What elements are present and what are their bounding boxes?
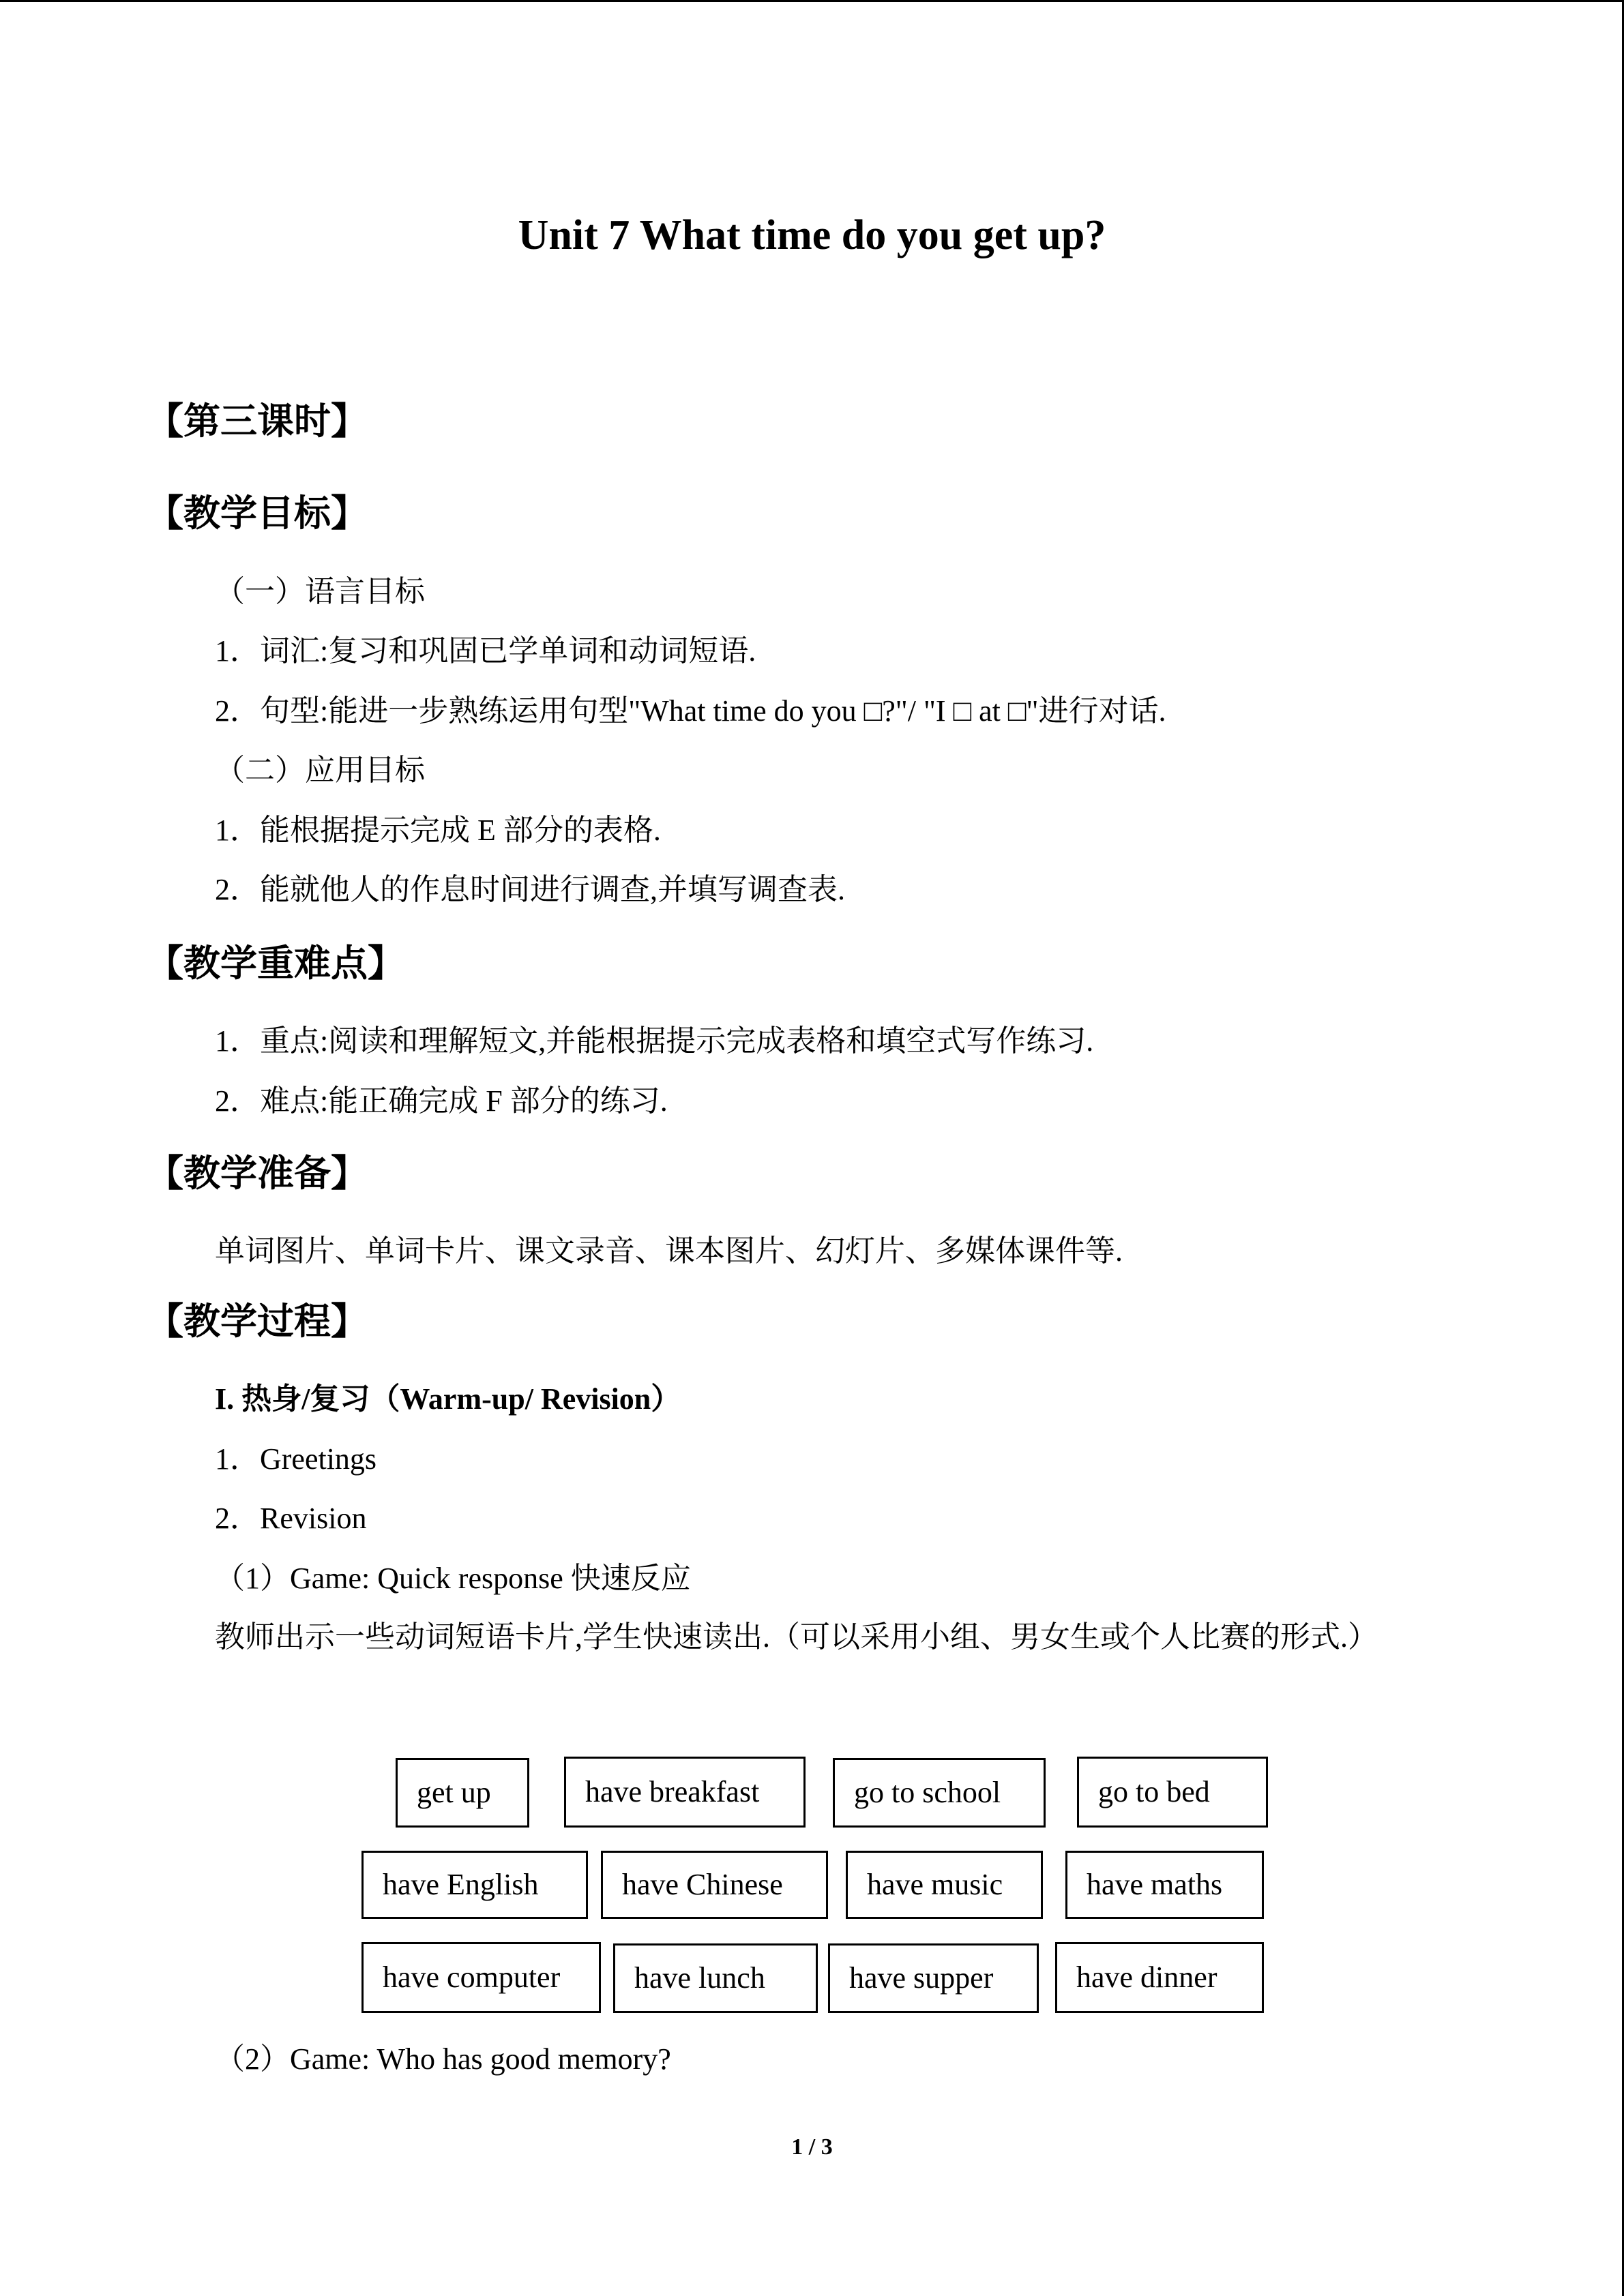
- card-have-dinner: have dinner: [1055, 1942, 1264, 2013]
- page-border-top: [0, 0, 1624, 2]
- game-quick-response-description: 教师出示一些动词短语卡片,学生快速读出.（可以采用小组、男女生或个人比赛的形式.）: [215, 1620, 1378, 1654]
- card-have-chinese: have Chinese: [601, 1851, 828, 1919]
- objective-survey: 2．能就他人的作息时间进行调查,并填写调查表.: [215, 873, 845, 906]
- card-have-lunch: have lunch: [613, 1943, 818, 2013]
- game-good-memory: （2）Game: Who has good memory?: [215, 2042, 671, 2076]
- language-goal: （一）语言目标: [215, 575, 425, 608]
- keypoint-difficulty: 2．难点:能正确完成 F 部分的练习.: [215, 1084, 668, 1118]
- objective-table: 1．能根据提示完成 E 部分的表格.: [215, 814, 661, 847]
- applied-goal: （二）应用目标: [215, 754, 425, 787]
- step-greetings: 1．Greetings: [215, 1442, 377, 1476]
- card-have-computer: have computer: [361, 1942, 601, 2013]
- card-have-supper: have supper: [828, 1943, 1039, 2013]
- card-have-breakfast: have breakfast: [564, 1757, 806, 1828]
- card-have-music: have music: [846, 1851, 1043, 1919]
- heading-lesson: 【第三课时】: [147, 400, 368, 443]
- objective-vocabulary: 1．词汇:复习和巩固已学单词和动词短语.: [215, 634, 756, 668]
- objective-sentence-pattern: 2．句型:能进一步熟练运用句型"What time do you □?"/ "I □ at □"进行对话.: [215, 694, 1166, 728]
- page-number: 1 / 3: [791, 2134, 833, 2160]
- card-have-english: have English: [361, 1851, 588, 1919]
- keypoint-focus: 1．重点:阅读和理解短文,并能根据提示完成表格和填空式写作练习.: [215, 1024, 1094, 1058]
- step-revision: 2．Revision: [215, 1502, 367, 1535]
- game-quick-response: （1）Game: Quick response 快速反应: [215, 1562, 691, 1595]
- card-have-maths: have maths: [1065, 1851, 1264, 1919]
- heading-preparation: 【教学准备】: [147, 1152, 368, 1195]
- card-get-up: get up: [396, 1758, 529, 1828]
- heading-objectives: 【教学目标】: [147, 492, 368, 535]
- document-title: Unit 7 What time do you get up?: [518, 212, 1106, 258]
- step-warmup: I. 热身/复习（Warm-up/ Revision）: [215, 1382, 681, 1416]
- heading-keypoints: 【教学重难点】: [147, 942, 404, 985]
- card-go-to-bed: go to bed: [1077, 1757, 1268, 1828]
- heading-process: 【教学过程】: [147, 1300, 368, 1343]
- preparation-text: 单词图片、单词卡片、课文录音、课本图片、幻灯片、多媒体课件等.: [215, 1234, 1123, 1268]
- card-go-to-school: go to school: [833, 1758, 1046, 1828]
